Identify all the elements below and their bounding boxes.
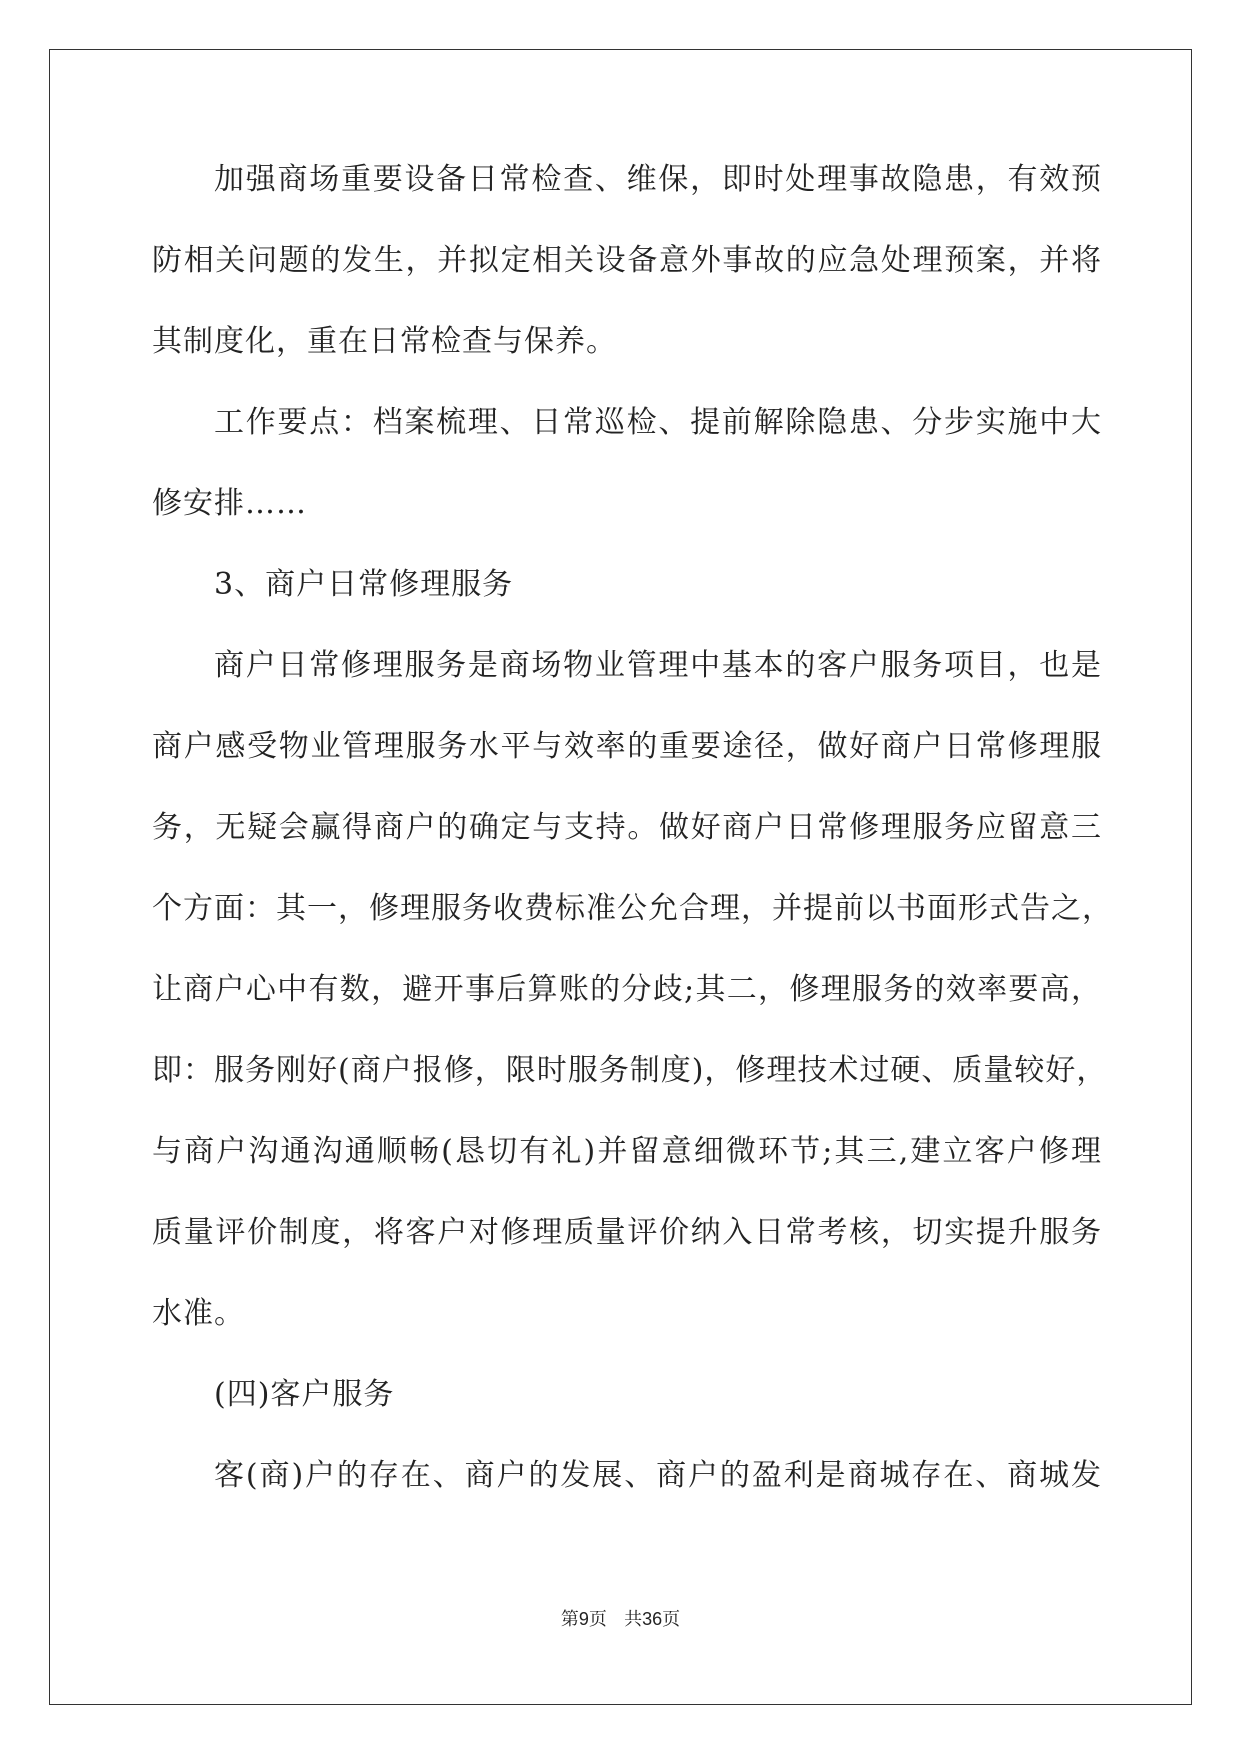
paragraph-line: 其制度化，重在日常检查与保养。 — [152, 324, 617, 359]
paragraph-line: 个方面：其一，修理服务收费标准公允合理，并提前以书面形式告之， — [152, 891, 1113, 926]
paragraph-line: 与商户沟通沟通顺畅(恳切有礼)并留意细微环节;其三,建立客户修理 — [152, 1134, 1102, 1169]
paragraph-line: 务，无疑会赢得商户的确定与支持。做好商户日常修理服务应留意三 — [152, 810, 1102, 845]
section-heading: (四)客户服务 — [214, 1377, 395, 1412]
total-suffix: 页 — [662, 1609, 681, 1630]
paragraph-line: 加强商场重要设备日常检查、维保，即时处理事故隐患，有效预 — [214, 162, 1102, 197]
paragraph-line: 客(商)户的存在、商户的发展、商户的盈利是商城存在、商城发 — [214, 1458, 1102, 1493]
paragraph-line: 修安排…… — [152, 486, 307, 521]
paragraph-line: 让商户心中有数，避开事后算账的分歧;其二，修理服务的效率要高， — [152, 972, 1102, 1007]
paragraph-line: 商户日常修理服务是商场物业管理中基本的客户服务项目，也是 — [214, 648, 1102, 683]
page-number: 9 — [578, 1609, 589, 1629]
document-body — [152, 160, 1113, 1537]
paragraph-line: 水准。 — [152, 1296, 245, 1331]
total-prefix: 共 — [624, 1609, 643, 1630]
page-prefix: 第 — [560, 1609, 579, 1630]
paragraph-line: 商户感受物业管理服务水平与效率的重要途径，做好商户日常修理服 — [152, 729, 1102, 764]
section-heading: 3、商户日常修理服务 — [214, 567, 514, 602]
paragraph-line: 质量评价制度，将客户对修理质量评价纳入日常考核，切实提升服务 — [152, 1215, 1102, 1250]
paragraph-line: 工作要点：档案梳理、日常巡检、提前解除隐患、分步实施中大 — [214, 405, 1102, 440]
page-footer — [0, 1605, 1241, 1631]
page-suffix: 页 — [588, 1609, 607, 1630]
paragraph-line: 即：服务刚好(商户报修，限时服务制度)，修理技术过硬、质量较好， — [152, 1053, 1108, 1088]
total-pages: 36 — [642, 1609, 663, 1629]
paragraph-line: 防相关问题的发生，并拟定相关设备意外事故的应急处理预案，并将 — [152, 243, 1102, 278]
